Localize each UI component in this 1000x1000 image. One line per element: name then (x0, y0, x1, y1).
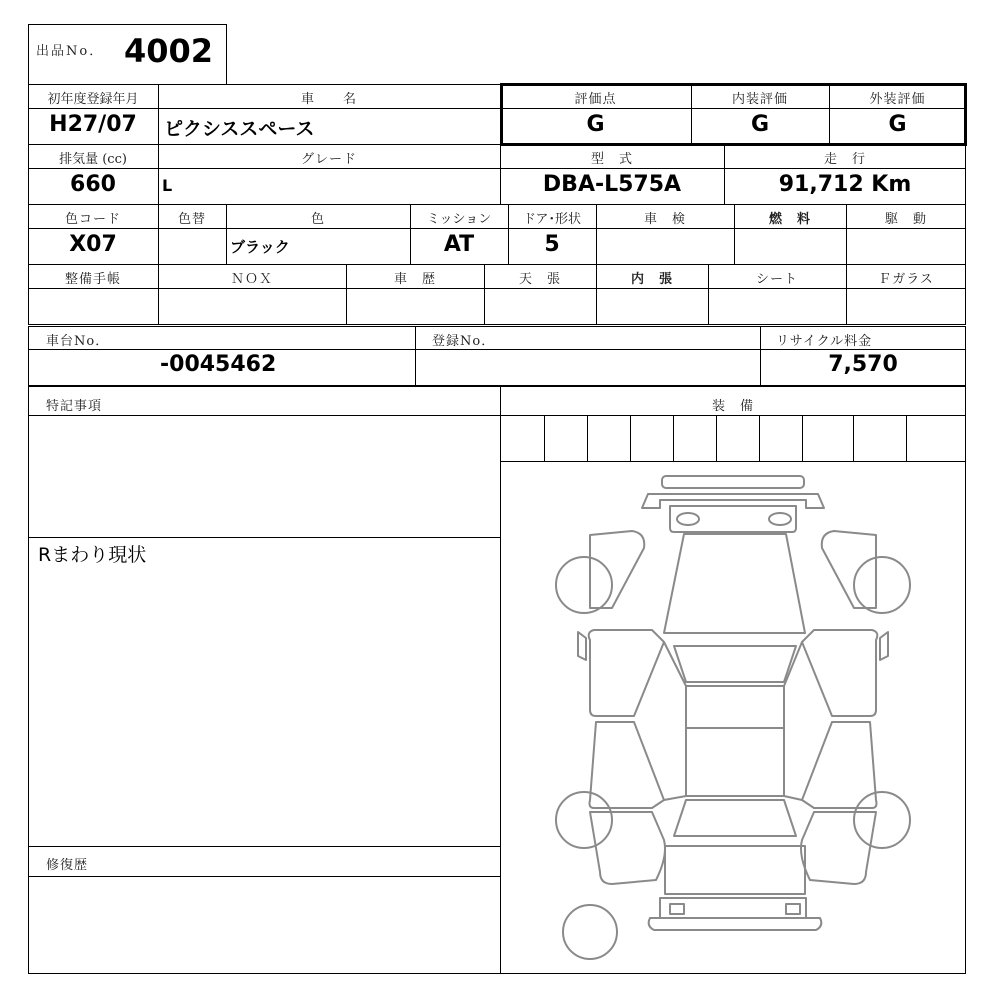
grille (670, 506, 796, 532)
left-quarter (590, 812, 665, 884)
nox-label: ＮＯＸ (230, 272, 273, 287)
grade-value: L (162, 176, 173, 195)
lot-number: 4002 (124, 32, 214, 70)
right-headlight (769, 513, 791, 525)
first-reg-label: 初年度登録年月 (47, 92, 139, 107)
color-code-label: 色コード (64, 212, 121, 227)
left-rear-door (590, 722, 665, 808)
lot-label: 出品No． (36, 44, 105, 59)
back-door (665, 846, 805, 894)
doors-value: 5 (544, 232, 560, 257)
exterior-label: 外装評価 (869, 92, 926, 107)
color-label: 色 (310, 212, 325, 227)
mileage-label: 走 行 (823, 152, 866, 167)
inspection-label: 車 検 (643, 212, 686, 227)
equipment-label: 装 備 (711, 399, 754, 414)
score-label: 評価点 (574, 92, 617, 107)
registration-label: 登録No． (432, 334, 496, 349)
glass-label: Ｆガラス (878, 272, 934, 287)
right-rear-door (802, 722, 877, 808)
left-rear-wheel (556, 792, 612, 848)
transmission-label: ミッション (426, 212, 492, 227)
car-name-value: ピクシススペース (164, 118, 315, 140)
interior-trim-label: 内 張 (630, 272, 673, 287)
transmission-value: AT (443, 232, 475, 257)
model-label: 型 式 (590, 152, 633, 167)
color-change-label: 色替 (177, 212, 206, 227)
first-reg-value: H27/07 (49, 112, 137, 137)
left-headlight (677, 513, 699, 525)
score-value: G (586, 112, 605, 137)
recycle-label: リサイクル料金 (776, 334, 873, 349)
right-front-door (802, 630, 877, 716)
chassis-value: -0045462 (160, 352, 277, 377)
left-front-door (589, 630, 664, 716)
chassis-label: 車台No． (46, 334, 110, 349)
interior-value: G (750, 112, 770, 137)
left-front-wheel (556, 557, 612, 613)
front-bumper-top (662, 476, 804, 488)
service-book-label: 整備手帳 (64, 272, 121, 287)
right-rear-wheel (854, 792, 910, 848)
color-value: ブラック (230, 238, 290, 256)
model-value: DBA-L575A (542, 172, 682, 197)
spare-tire (563, 905, 617, 959)
right-front-fender (822, 531, 876, 608)
windshield (674, 646, 796, 682)
seat-label: シート (755, 272, 798, 287)
right-quarter (801, 812, 876, 884)
car-name-label: 車 名 (300, 92, 357, 107)
roof (686, 686, 784, 796)
repair-label: 修復歴 (46, 858, 89, 873)
doors-label: ドア･形状 (522, 212, 582, 227)
headliner-label: 天 張 (518, 272, 561, 287)
history-label: 車 歴 (393, 272, 436, 287)
notes-label: 特記事項 (46, 399, 103, 414)
left-front-fender (590, 531, 644, 608)
fuel-label: 燃 料 (768, 212, 811, 227)
right-front-wheel (854, 557, 910, 613)
notes-text: Rまわり現状 (38, 544, 147, 566)
displacement-value: 660 (70, 172, 116, 197)
drive-label: 駆 動 (884, 212, 927, 227)
rear-glass (674, 800, 796, 836)
displacement-label: 排気量 (cc) (59, 152, 127, 167)
mileage-value: 91,712 Km (778, 172, 912, 197)
color-code-value: X07 (69, 232, 117, 257)
exterior-value: G (888, 112, 907, 137)
recycle-value: 7,570 (828, 352, 898, 377)
grade-label: グレード (300, 152, 357, 167)
interior-label: 内装評価 (731, 92, 788, 107)
hood (664, 534, 805, 633)
